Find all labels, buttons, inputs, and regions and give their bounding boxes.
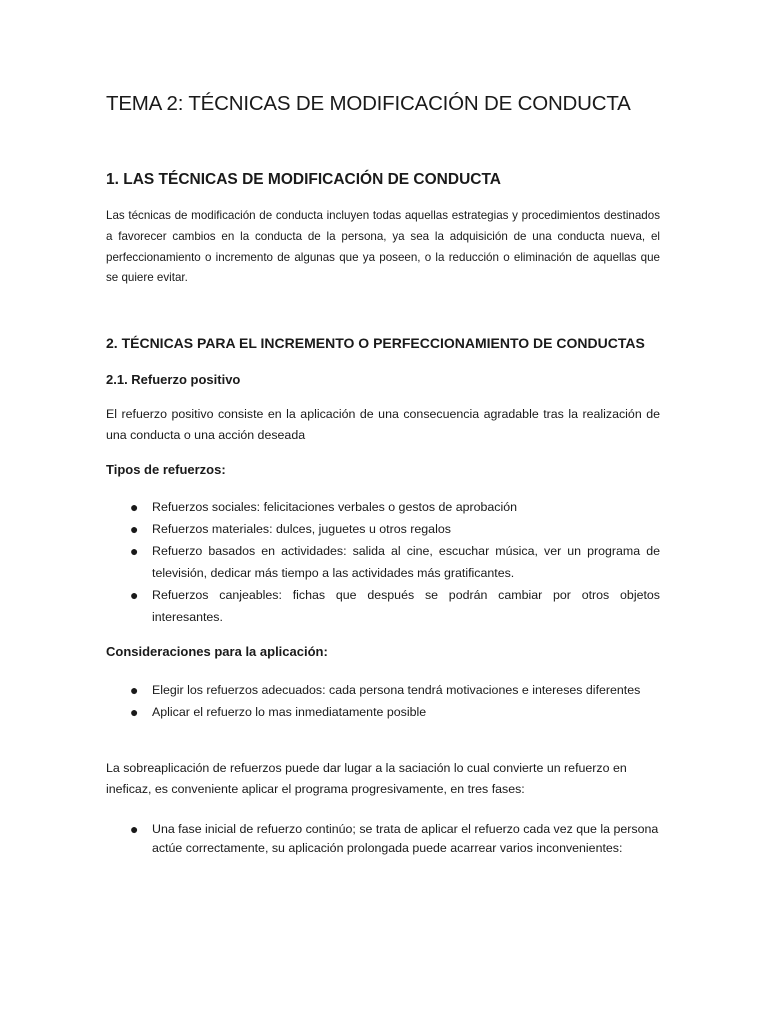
sobreaplicacion-paragraph: La sobreaplicación de refuerzos puede dar lugar a la saciación lo cual convierte un refuerzo en ineficaz, es conveniente aplicar el programa progresivamente, en tres fases:	[106, 761, 627, 796]
tipos-heading: Tipos de refuerzos:	[106, 462, 226, 477]
consideraciones-heading: Consideraciones para la aplicación:	[106, 644, 328, 659]
list-item: ● Aplicar el refuerzo lo mas inmediatamente posible	[106, 701, 660, 723]
bullet-icon: ●	[130, 587, 139, 603]
document-title: TEMA 2: TÉCNICAS DE MODIFICACIÓN DE CONDUCTA	[106, 92, 631, 115]
list-item: ● Refuerzos materiales: dulces, juguetes u otros regalos	[106, 518, 660, 540]
list-item: ● Elegir los refuerzos adecuados: cada persona tendrá motivaciones e intereses diferentes	[106, 679, 660, 701]
bullet-icon: ●	[130, 521, 139, 537]
bullet-icon: ●	[130, 682, 139, 698]
bullet-icon: ●	[130, 821, 139, 837]
list-item: ● Una fase inicial de refuerzo continúo; se trata de aplicar el refuerzo cada vez que la persona actúe correctamente, su aplicación prolongada puede acarrear varios inconvenientes:	[130, 821, 659, 855]
subsection-2-1-heading: 2.1. Refuerzo positivo	[106, 372, 241, 387]
section-1-heading: 1. LAS TÉCNICAS DE MODIFICACIÓN DE CONDUCTA	[106, 171, 501, 188]
section-1-paragraph: Las técnicas de modificación de conducta incluyen todas aquellas estrategias y procedimientos destinados a favorecer cambios en la conducta de la persona, ya sea la adquisición de una conducta nueva, el perfeccionamiento o incremento de algunas que ya poseen, o la reducción o eliminación de aquellas que se quiere evitar.	[106, 209, 660, 285]
list-item: ● Refuerzos sociales: felicitaciones verbales o gestos de aprobación	[106, 496, 660, 518]
list-item: ● Refuerzo basados en actividades: salida al cine, escuchar música, ver un programa de televisión, dedicar más tiempo a las actividades más gratificantes.	[106, 540, 660, 584]
bullet-icon: ●	[130, 704, 139, 720]
tipos-list	[106, 496, 660, 628]
refuerzo-positivo-paragraph: El refuerzo positivo consiste en la aplicación de una consecuencia agradable tras la realización de una conducta o una acción deseada	[106, 407, 660, 442]
consideraciones-list	[106, 679, 660, 723]
fases-list	[106, 820, 660, 858]
section-2-heading: 2. TÉCNICAS PARA EL INCREMENTO O PERFECCIONAMIENTO DE CONDUCTAS	[106, 335, 645, 351]
list-item: ● Refuerzos canjeables: fichas que después se podrán cambiar por otros objetos interesantes.	[106, 584, 660, 628]
bullet-icon: ●	[130, 543, 139, 559]
bullet-icon: ●	[130, 499, 139, 515]
